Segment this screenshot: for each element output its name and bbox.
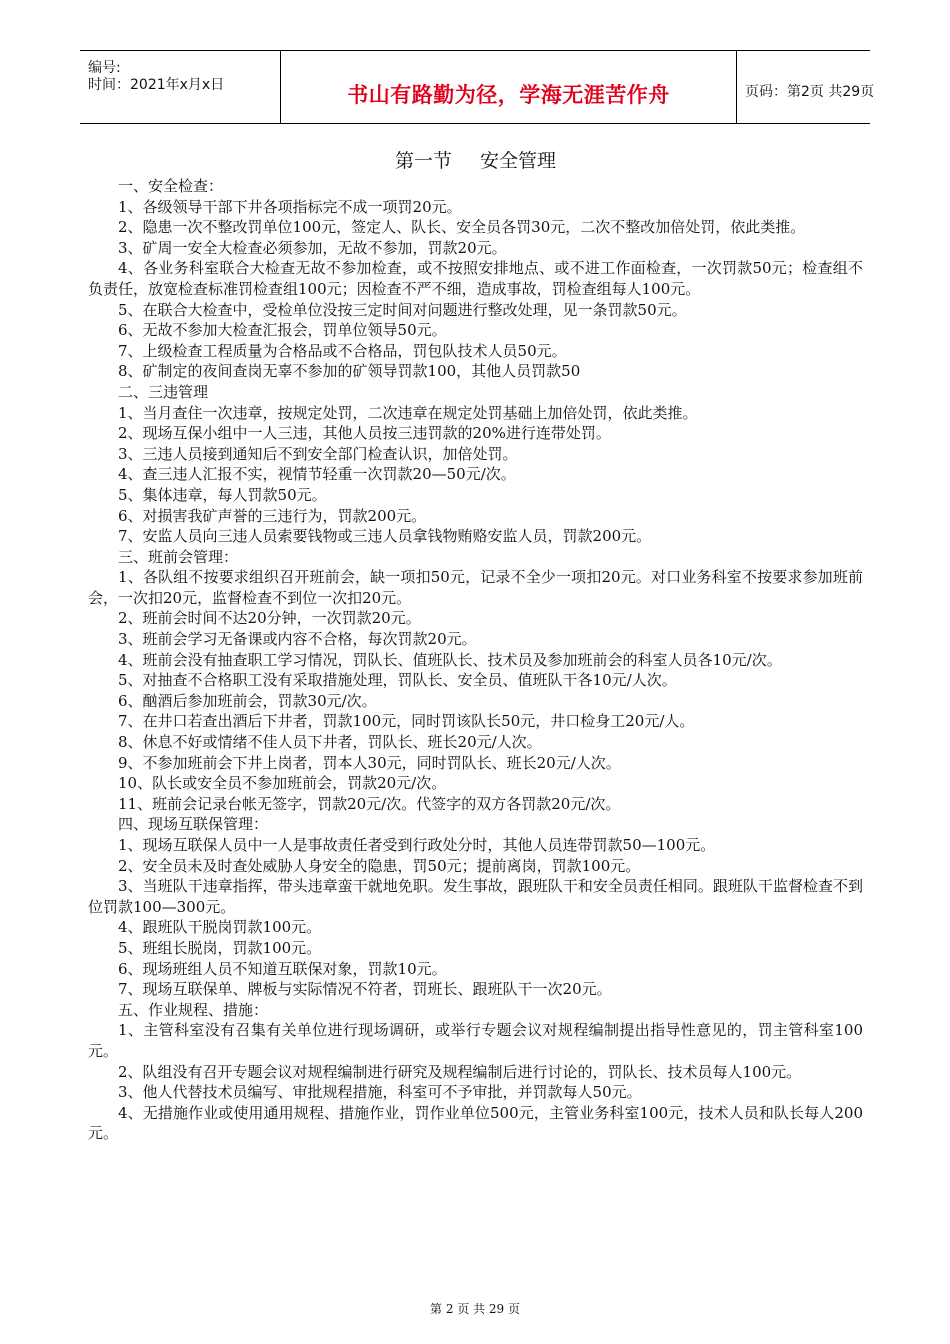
page-footer: 第 2 页 共 29 页 [430, 1302, 520, 1316]
paragraph: 7、安监人员向三违人员索要钱物或三违人员拿钱物贿赂安监人员，罚款200元。 [118, 527, 652, 546]
paragraph: 5、对抽查不合格职工没有采取措施处理，罚队长、安全员、值班队干各10元/人次。 [118, 671, 677, 690]
paragraph: 4、各业务科室联合大检查无故不参加检查，或不按照安排地点、或不进工作面检查，一次罚款50元；检查组不负责任，放宽检查标准罚检查组100元；因检查不严不细，造成事故，罚检查组每人100元。 [88, 259, 863, 298]
paragraph: 5、在联合大检查中，受检单位没按三定时间对问题进行整改处理，见一条罚款50元。 [118, 300, 687, 319]
paragraph: 二、三违管理 [118, 382, 209, 401]
paragraph: 四、现场互联保管理： [118, 815, 269, 834]
paragraph: 2、现场互保小组中一人三违，其他人员按三违罚款的20%进行连带处罚。 [118, 424, 611, 443]
paragraph: 5、班组长脱岗，罚款100元。 [118, 938, 322, 957]
paragraph: 2、安全员未及时查处威胁人身安全的隐患，罚50元；提前离岗，罚款100元。 [118, 856, 641, 875]
paragraph: 6、对损害我矿声誉的三违行为，罚款200元。 [118, 506, 427, 525]
document-header [80, 50, 875, 124]
paragraph: 6、无故不参加大检查汇报会，罚单位领导50元。 [118, 321, 447, 340]
paragraph: 11、班前会记录台帐无签字，罚款20元/次。代签字的双方各罚款20元/次。 [118, 794, 621, 813]
paragraph: 2、队组没有召开专题会议对规程编制进行研究及规程编制后进行讨论的，罚队长、技术员每人100元。 [118, 1062, 802, 1081]
paragraph: 1、各队组不按要求组织召开班前会，缺一项扣50元，记录不全少一项扣20元。对口业务科室不按要求参加班前会，一次扣20元，监督检查不到位一次扣20元。 [88, 568, 863, 607]
paragraph: 3、他人代替技术员编写、审批规程措施，科室可不予审批，并罚款每人50元。 [118, 1083, 642, 1102]
header-motto-cell [280, 51, 737, 123]
id-label: 编号: [88, 60, 121, 76]
paragraph: 2、隐患一次不整改罚单位100元，签定人、队长、安全员各罚30元，二次不整改加倍处罚，依此类推。 [118, 218, 806, 237]
paragraph: 2、班前会时间不达20分钟，一次罚款20元。 [118, 609, 421, 628]
paragraph: 3、矿周一安全大检查必须参加，无故不参加，罚款20元。 [118, 238, 507, 257]
paragraph: 7、上级检查工程质量为合格品或不合格品，罚包队技术人员50元。 [118, 341, 567, 360]
paragraph: 8、矿制定的夜间查岗无辜不参加的矿领导罚款100，其他人员罚款50 [118, 362, 581, 381]
time-label: 时间：2021年x月x日 [88, 77, 225, 93]
paragraph: 10、队长或安全员不参加班前会，罚款20元/次。 [118, 774, 447, 793]
paragraph: 9、不参加班前会下井上岗者，罚本人30元，同时罚队长、班长20元/人次。 [118, 753, 621, 772]
paragraph: 3、当班队干违章指挥，带头违章蛮干就地免职。发生事故，跟班队干和安全员责任相同。跟班队干监督检查不到位罚款100—300元。 [88, 877, 863, 916]
paragraph: 4、无措施作业或使用通用规程、措施作业，罚作业单位500元，主管业务科室100元，技术人员和队长每人200元。 [88, 1103, 863, 1143]
paragraph: 4、班前会没有抽查职工学习情况，罚队长、值班队长、技术员及参加班前会的科室人员各10元/次。 [118, 650, 782, 669]
paragraph: 1、主管科室没有召集有关单位进行现场调研，或举行专题会议对规程编制提出指导性意见的，罚主管科室100元。 [88, 1021, 863, 1060]
paragraph: 7、在井口若查出酒后下井者，罚款100元，同时罚该队长50元，井口检身工20元/人。 [118, 712, 695, 731]
paragraph-list [88, 176, 863, 1144]
paragraph: 五、作业规程、措施： [118, 1000, 269, 1019]
paragraph: 1、当月查住一次违章，按规定处罚，二次违章在规定处罚基础上加倍处罚，依此类推。 [118, 403, 698, 422]
paragraph: 三、班前会管理： [118, 547, 239, 566]
motto: 书山有路勤为径，学海无涯苦作舟 [347, 83, 670, 107]
page-info: 页码：第2页 共29页 [745, 84, 875, 100]
paragraph: 一、安全检查： [118, 177, 224, 195]
paragraph: 6、酗酒后参加班前会，罚款30元/次。 [118, 691, 377, 710]
paragraph: 1、现场互联保人员中一人是事故责任者受到行政处分时，其他人员连带罚款50—100元。 [118, 836, 716, 854]
paragraph: 4、跟班队干脱岗罚款100元。 [118, 918, 322, 937]
paragraph: 6、现场班组人员不知道互联保对象，罚款10元。 [118, 959, 447, 978]
paragraph: 8、休息不好或情绪不佳人员下井者，罚队长、班长20元/人次。 [118, 733, 542, 752]
document-body [88, 148, 863, 1144]
paragraph: 7、现场互联保单、牌板与实际情况不符者，罚班长、跟班队干一次20元。 [118, 980, 612, 999]
paragraph: 3、三违人员接到通知后不到安全部门检查认识，加倍处罚。 [118, 444, 518, 463]
paragraph: 5、集体违章，每人罚款50元。 [118, 485, 327, 504]
paragraph: 4、查三违人汇报不实，视情节轻重一次罚款20—50元/次。 [118, 465, 516, 484]
paragraph: 3、班前会学习无备课或内容不合格，每次罚款20元。 [118, 630, 477, 649]
header-meta [80, 51, 280, 123]
section-title: 第一节 安全管理 [394, 150, 557, 172]
paragraph: 1、各级领导干部下井各项指标完不成一项罚20元。 [118, 197, 462, 216]
